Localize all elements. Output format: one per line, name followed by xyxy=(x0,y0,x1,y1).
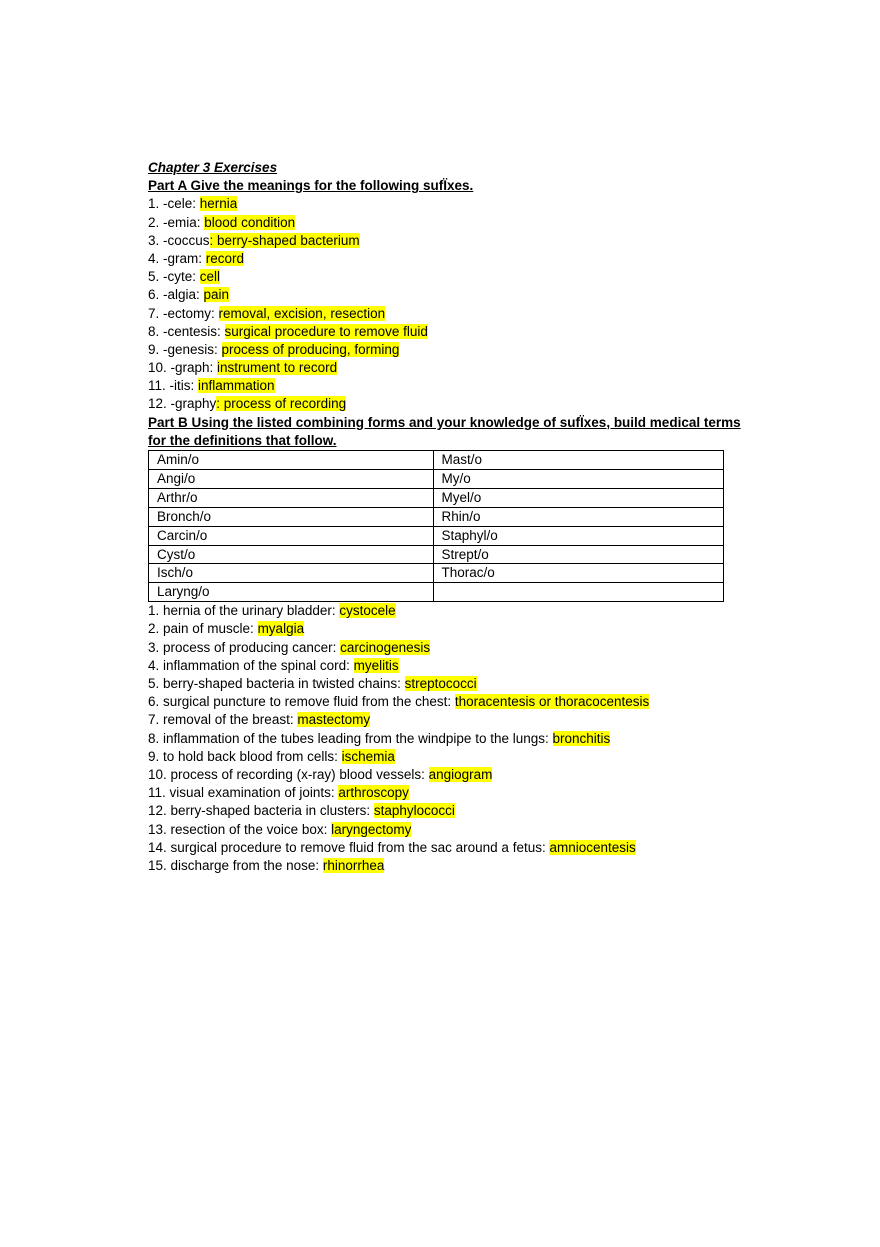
part-b-item xyxy=(148,675,748,693)
part-b-heading-1: Part B Using the listed combining forms and your knowledge of sufÏxes, build medical terms xyxy=(148,414,741,430)
part-a-item-answer: blood condition xyxy=(204,214,296,230)
combining-form-cell: Carcin/o xyxy=(149,526,434,545)
part-b-item-prompt: 7. removal of the breast: xyxy=(148,712,298,728)
part-b-item-answer: myelitis xyxy=(353,657,399,673)
part-b-item-answer: angiogram xyxy=(428,766,493,782)
part-b-item-prompt: 14. surgical procedure to remove fluid from the sac around a fetus: xyxy=(148,839,550,855)
part-b-item-answer: amniocentesis xyxy=(549,839,636,855)
part-b-heading-2: for the definitions that follow. xyxy=(148,432,337,448)
part-a-item-prompt: 1. -cele: xyxy=(148,196,200,212)
part-a-item-prompt: 8. -centesis: xyxy=(148,323,225,339)
part-b-item xyxy=(148,730,748,748)
part-b-item xyxy=(148,639,748,657)
combining-forms-row xyxy=(149,564,724,583)
part-b-heading-line-2 xyxy=(148,432,748,450)
combining-form-cell: Angi/o xyxy=(149,469,434,488)
combining-form-cell: Rhin/o xyxy=(433,507,724,526)
combining-form-cell xyxy=(433,583,724,602)
part-b-item-prompt: 10. process of recording (x-ray) blood vessels: xyxy=(148,766,429,782)
part-b-item xyxy=(148,620,748,638)
part-a-item xyxy=(148,323,748,341)
part-b-item xyxy=(148,602,748,620)
part-b-item xyxy=(148,784,748,802)
part-a-item-answer: surgical procedure to remove fluid xyxy=(224,323,428,339)
part-b-heading-line-1 xyxy=(148,414,748,432)
combining-forms-row xyxy=(149,451,724,470)
part-b-item-prompt: 8. inflammation of the tubes leading from the windpipe to the lungs: xyxy=(148,730,553,746)
combining-form-cell: Cyst/o xyxy=(149,545,434,564)
combining-form-cell: Amin/o xyxy=(149,451,434,470)
part-a-item xyxy=(148,232,748,250)
part-b-item-answer: laryngectomy xyxy=(331,821,412,837)
part-b-item xyxy=(148,748,748,766)
part-a-item-answer: inflammation xyxy=(198,378,275,394)
combining-form-cell: My/o xyxy=(433,469,724,488)
combining-form-cell: Mast/o xyxy=(433,451,724,470)
part-a-item-prompt: 4. -gram: xyxy=(148,250,206,266)
part-b-item-prompt: 3. process of producing cancer: xyxy=(148,639,341,655)
part-b-item-prompt: 9. to hold back blood from cells: xyxy=(148,748,342,764)
part-a-item-prompt: 11. -itis: xyxy=(148,378,199,394)
combining-forms-row xyxy=(149,526,724,545)
combining-form-cell: Thorac/o xyxy=(433,564,724,583)
part-b-item xyxy=(148,711,748,729)
part-b-item-prompt: 4. inflammation of the spinal cord: xyxy=(148,657,354,673)
part-a-item xyxy=(148,305,748,323)
chapter-title: Chapter 3 Exercises xyxy=(148,160,278,175)
part-a-item-answer: process of producing, forming xyxy=(221,341,400,357)
part-a-item xyxy=(148,286,748,304)
part-a-item-answer: : process of recording xyxy=(216,396,347,412)
combining-form-cell: Strept/o xyxy=(433,545,724,564)
part-a-item-prompt: 3. -coccus xyxy=(148,232,210,248)
part-b-item-answer: ischemia xyxy=(341,748,395,764)
part-a-list xyxy=(148,195,748,413)
part-a-item xyxy=(148,195,748,213)
part-b-item xyxy=(148,802,748,820)
combining-form-cell: Myel/o xyxy=(433,488,724,507)
combining-form-cell: Arthr/o xyxy=(149,488,434,507)
part-a-item-answer: pain xyxy=(203,287,230,303)
part-b-item-answer: cystocele xyxy=(339,603,396,619)
part-b-item-prompt: 1. hernia of the urinary bladder: xyxy=(148,603,340,619)
part-b-item-prompt: 6. surgical puncture to remove fluid from the chest: xyxy=(148,694,455,710)
document-page xyxy=(148,159,748,875)
part-a-item-prompt: 10. -graph: xyxy=(148,360,218,376)
part-b-item-answer: rhinorrhea xyxy=(322,857,385,873)
part-a-item xyxy=(148,377,748,395)
part-b-item-answer: bronchitis xyxy=(552,730,611,746)
part-a-item xyxy=(148,268,748,286)
part-b-item-answer: mastectomy xyxy=(297,712,371,728)
part-b-item xyxy=(148,693,748,711)
combining-forms-row xyxy=(149,583,724,602)
part-a-item-answer: cell xyxy=(199,269,221,285)
part-b-item xyxy=(148,766,748,784)
part-b-item-prompt: 11. visual examination of joints: xyxy=(148,785,339,801)
combining-form-cell: Staphyl/o xyxy=(433,526,724,545)
part-b-item-answer: streptococci xyxy=(404,676,477,691)
part-b-item-answer: arthroscopy xyxy=(338,785,409,801)
part-b-item xyxy=(148,657,748,675)
part-a-item-answer: hernia xyxy=(199,196,238,212)
part-b-item-prompt: 15. discharge from the nose: xyxy=(148,857,323,873)
part-a-item-prompt: 7. -ectomy: xyxy=(148,305,219,321)
part-a-item xyxy=(148,359,748,377)
part-a-item-prompt: 6. -algia: xyxy=(148,287,204,303)
part-a-item-prompt: 2. -emia: xyxy=(148,214,205,230)
part-a-item-answer: instrument to record xyxy=(217,360,338,376)
part-a-item xyxy=(148,395,748,413)
part-a-item-answer: removal, excision, resection xyxy=(218,305,386,321)
part-b-item xyxy=(148,857,748,875)
part-b-item-prompt: 2. pain of muscle: xyxy=(148,621,258,637)
part-b-item-prompt: 13. resection of the voice box: xyxy=(148,821,332,837)
part-b-list xyxy=(148,602,748,875)
part-b-item xyxy=(148,821,748,839)
combining-forms-row xyxy=(149,488,724,507)
part-b-item-answer: staphylococci xyxy=(373,803,455,819)
combining-forms-row xyxy=(149,545,724,564)
combining-form-cell: Bronch/o xyxy=(149,507,434,526)
part-a-item xyxy=(148,250,748,268)
combining-forms-row xyxy=(149,469,724,488)
combining-forms-row xyxy=(149,507,724,526)
part-a-heading-line xyxy=(148,177,748,195)
part-b-item-answer: myalgia xyxy=(257,621,305,637)
part-a-item xyxy=(148,341,748,359)
part-a-heading: Part A Give the meanings for the following sufÏxes. xyxy=(148,178,474,194)
combining-form-cell: Isch/o xyxy=(149,564,434,583)
combining-form-cell: Laryng/o xyxy=(149,583,434,602)
part-a-item-prompt: 5. -cyte: xyxy=(148,269,200,285)
part-b-item xyxy=(148,839,748,857)
part-b-item-answer: carcinogenesis xyxy=(340,639,431,655)
combining-forms-table xyxy=(148,450,724,602)
part-a-item-answer: : berry-shaped bacterium xyxy=(209,232,360,248)
part-a-item xyxy=(148,214,748,232)
part-b-item-prompt: 12. berry-shaped bacteria in clusters: xyxy=(148,803,374,819)
part-b-item-answer: thoracentesis or thoracocentesis xyxy=(454,694,650,710)
chapter-title-line xyxy=(148,159,748,177)
part-a-item-prompt: 9. -genesis: xyxy=(148,341,222,357)
part-a-item-prompt: 12. -graphy xyxy=(148,396,217,412)
part-a-item-answer: record xyxy=(205,250,245,266)
part-b-item-prompt: 5. berry-shaped bacteria in twisted chains: xyxy=(148,676,405,691)
